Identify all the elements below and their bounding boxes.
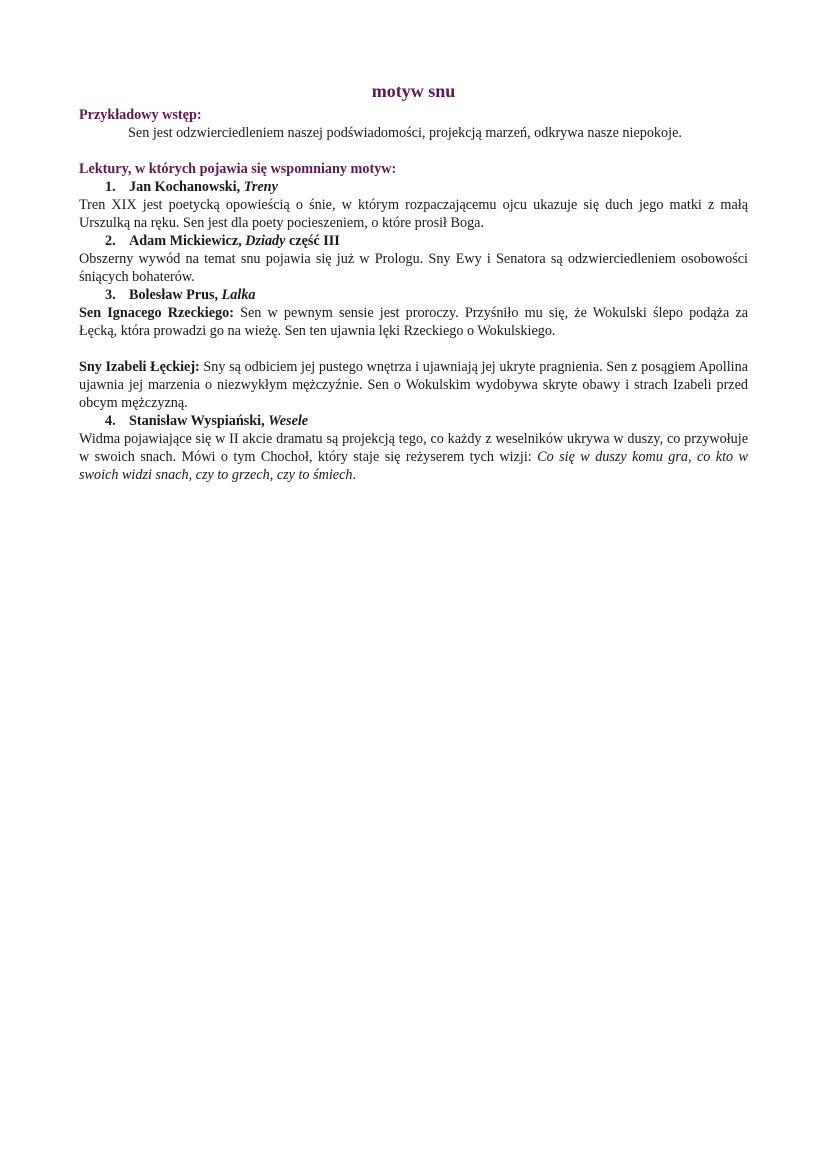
body-text: Widma pojawiające się w II akcie dramatu są projekcją tego, co każdy z weselników ukrywa w duszy, co przywołuje w swoich snach. Mówi o tym Chochoł, który staje się reżyserem tych wizji:	[79, 431, 748, 465]
reading-item-2-text: Obszerny wywód na temat snu pojawia się już w Prologu. Sny Ewy i Senatora są odzwierciedleniem osobowości śniących bohaterów.	[79, 251, 748, 285]
sub-text: Sen w pewnym sensie jest proroczy. Przyśniło mu się, że Wokulski ślepo podąża za Łęcką, która prowadzi go na wieżę. Sen ten ujawnia lęki Rzeckiego o Wokulskiego.	[79, 305, 748, 339]
reading-work-suffix: część III	[285, 233, 340, 249]
sub-label: Sen Ignacego Rzeckiego:	[79, 305, 234, 321]
reading-work: Wesele	[268, 413, 309, 429]
reading-item-2-heading	[105, 232, 748, 250]
reading-work: Dziady	[245, 233, 286, 249]
reading-author: Jan Kochanowski,	[129, 179, 244, 195]
document-page	[79, 80, 748, 484]
reading-author: Adam Mickiewicz,	[129, 233, 246, 249]
quote-text: Co się w duszy komu gra, co kto w swoich widzi snach, czy to grzech, czy to śmiech	[79, 449, 748, 483]
reading-item-3-sub1	[79, 304, 748, 340]
reading-item-3-heading	[105, 286, 748, 304]
reading-item-4-text	[79, 430, 748, 484]
spacer	[79, 142, 748, 160]
list-number: 1.	[105, 179, 116, 195]
spacer	[79, 340, 748, 358]
reading-author: Bolesław Prus,	[129, 287, 222, 303]
reading-work: Treny	[243, 179, 278, 195]
reading-work: Lalka	[221, 287, 256, 303]
quote-end: .	[352, 467, 357, 483]
page-title: motyw snu	[371, 81, 456, 101]
reading-item-4-heading	[105, 412, 748, 430]
list-number: 2.	[105, 233, 116, 249]
list-number: 4.	[105, 413, 116, 429]
intro-text: Sen jest odzwierciedleniem naszej podświadomości, projekcją marzeń, odkrywa nasze niepokoje.	[128, 125, 682, 141]
intro-heading: Przykładowy wstęp:	[79, 107, 202, 123]
reading-item-1-heading	[105, 178, 748, 196]
sub-label: Sny Izabeli Łęckiej:	[79, 359, 200, 375]
reading-author: Stanisław Wyspiański,	[129, 413, 269, 429]
readings-heading: Lektury, w których pojawia się wspomniany motyw:	[79, 161, 397, 177]
reading-item-1-text: Tren XIX jest poetycką opowieścią o śnie, w którym rozpaczającemu ojcu ukazuje się duch jego matki z małą Urszulką na ręku. Sen jest dla poety pocieszeniem, o które prosił Boga.	[79, 197, 748, 231]
reading-item-3-sub2	[79, 358, 748, 412]
list-number: 3.	[105, 287, 116, 303]
sub-text: Sny są odbiciem jej pustego wnętrza i ujawniają jej ukryte pragnienia. Sen z posągiem Apollina ujawnia jej marzenia o niezwykłym mężczyźnie. Sen o Wokulskim wydobywa skryte obawy i strach Izabeli przed obcym mężczyzną.	[79, 359, 748, 411]
